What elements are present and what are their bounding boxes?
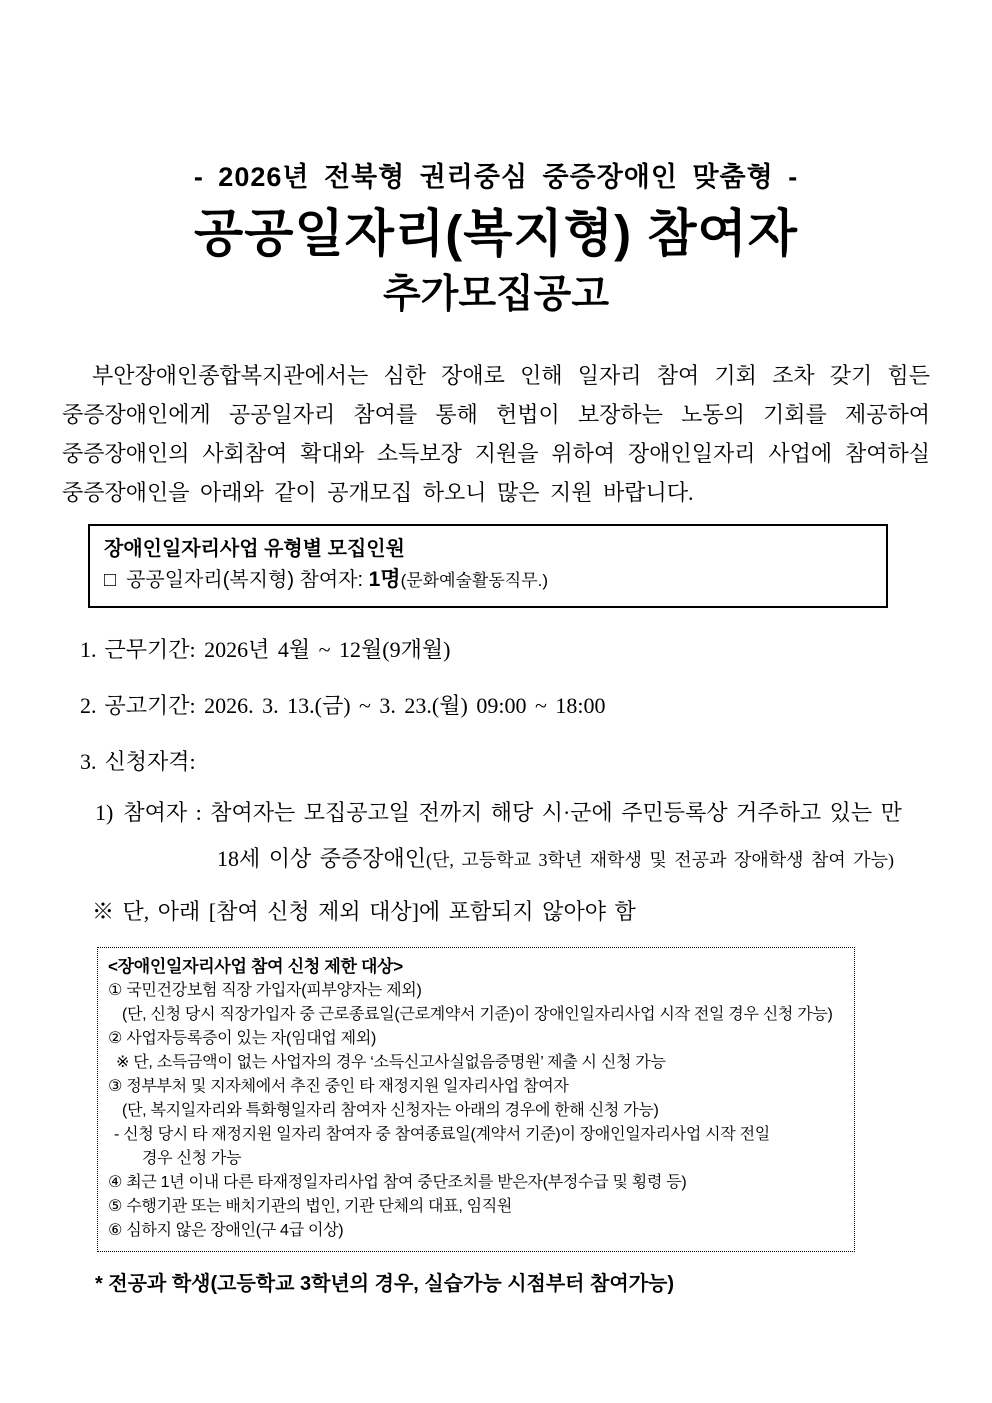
- restriction-item: ⑤ 수행기관 또는 배치기관의 법인, 기관 단체의 대표, 임직원: [108, 1198, 513, 1215]
- restriction-item-note: (단, 신청 당시 직장가입자 중 근로종료일(근로계약서 기준)이 장애인일자리사업 시작 전일 경우 신청 가능): [122, 1006, 833, 1023]
- restriction-item: ② 사업자등록증이 있는 자(임대업 제외): [108, 1030, 377, 1047]
- eligibility-age-exception: (단, 고등학교 3학년 재학생 및 전공과 장애학생 참여 가능): [426, 850, 895, 870]
- restriction-box: [97, 947, 855, 1252]
- restriction-item-note: - 신청 당시 타 재정지원 일자리 참여자 중 참여종료일(계약서 기준)이 장애인일자리사업 시작 전일: [114, 1126, 770, 1143]
- eligibility-participant-line: [95, 798, 930, 828]
- schedule-item-notice-period: [80, 691, 930, 720]
- eligibility-age-main: 18세 이상 중증장애인: [217, 846, 427, 871]
- restriction-item: ① 국민건강보험 직장 가입자(피부양자는 제외): [108, 982, 422, 999]
- item-text: 근무기간: 2026년 4월 ~ 12월(9개월): [104, 637, 451, 662]
- recruitment-item-duty: (문화예술활동직무.): [400, 571, 548, 590]
- restriction-item-note: (단, 복지일자리와 특화형일자리 참여자 신청자는 아래의 경우에 한해 신청 가능): [122, 1102, 659, 1119]
- page-title: 공공일자리(복지형) 참여자: [193, 205, 799, 262]
- exclusion-note: ※ 단, 아래 [참여 신청 제외 대상]에 포함되지 않아야 함: [92, 899, 636, 924]
- schedule-item-work-period: [80, 635, 930, 664]
- item-text: 신청자격:: [104, 749, 196, 774]
- recruitment-count: 1명: [368, 568, 401, 591]
- checkbox-icon: □: [104, 569, 117, 591]
- eligibility-age-line: [217, 844, 930, 875]
- item-text: 공고기간: 2026. 3. 13.(금) ~ 3. 23.(월) 09:00 ~ 18:00: [104, 693, 606, 718]
- recruitment-box-header: 장애인일자리사업 유형별 모집인원: [104, 538, 405, 560]
- sub-item-number: 1): [95, 800, 114, 825]
- title-block: [62, 160, 930, 320]
- recruitment-summary-box: [88, 524, 888, 608]
- item-number: 3.: [80, 749, 97, 774]
- restriction-item: ③ 정부부처 및 지자체에서 추진 중인 타 재정지원 일자리사업 참여자: [108, 1078, 569, 1095]
- title-eyebrow: - 2026년 전북형 권리중심 중증장애인 맞춤형 -: [193, 162, 799, 192]
- recruitment-box-item: [104, 565, 872, 596]
- item-number: 1.: [80, 637, 97, 662]
- restriction-box-header: <장애인일자리사업 참여 신청 제한 대상>: [108, 957, 403, 976]
- intro-paragraph: 부안장애인종합복지관에서는 심한 장애로 인해 일자리 참여 기회 조차 갖기 힘든 중증장애인에게 공공일자리 참여를 통해 헌법이 보장하는 노동의 기회를 제공하여 중증장애인의 사회참여 확대와 소득보장 지원을 위하여 장애인일자리 사업에 참여하실 중증장애인을 아래와 같이 공개모집 하오니 많은 지원 바랍니다.: [62, 363, 930, 505]
- item-number: 2.: [80, 693, 97, 718]
- footnote: * 전공과 학생(고등학교 3학년의 경우, 실습가능 시점부터 참여가능): [95, 1273, 674, 1295]
- restriction-item: ④ 최근 1년 이내 다른 타재정일자리사업 참여 중단조치를 받은자(부정수급 및 횡령 등): [108, 1174, 687, 1191]
- sub-item-text: 참여자 : 참여자는 모집공고일 전까지 해당 시·군에 주민등록상 거주하고 있는 만: [123, 800, 902, 825]
- restriction-item-note: ※ 단, 소득금액이 없는 사업자의 경우 ‘소득신고사실없음증명원’ 제출 시 신청 가능: [116, 1054, 666, 1071]
- restriction-item: ⑥ 심하지 않은 장애인(구 4급 이상): [108, 1222, 344, 1239]
- schedule-item-qualification: [80, 747, 930, 776]
- page-subtitle: 추가모집공고: [382, 273, 610, 316]
- restriction-item-note: 경우 신청 가능: [142, 1150, 242, 1167]
- recruitment-item-text: 공공일자리(복지형) 참여자:: [126, 569, 369, 591]
